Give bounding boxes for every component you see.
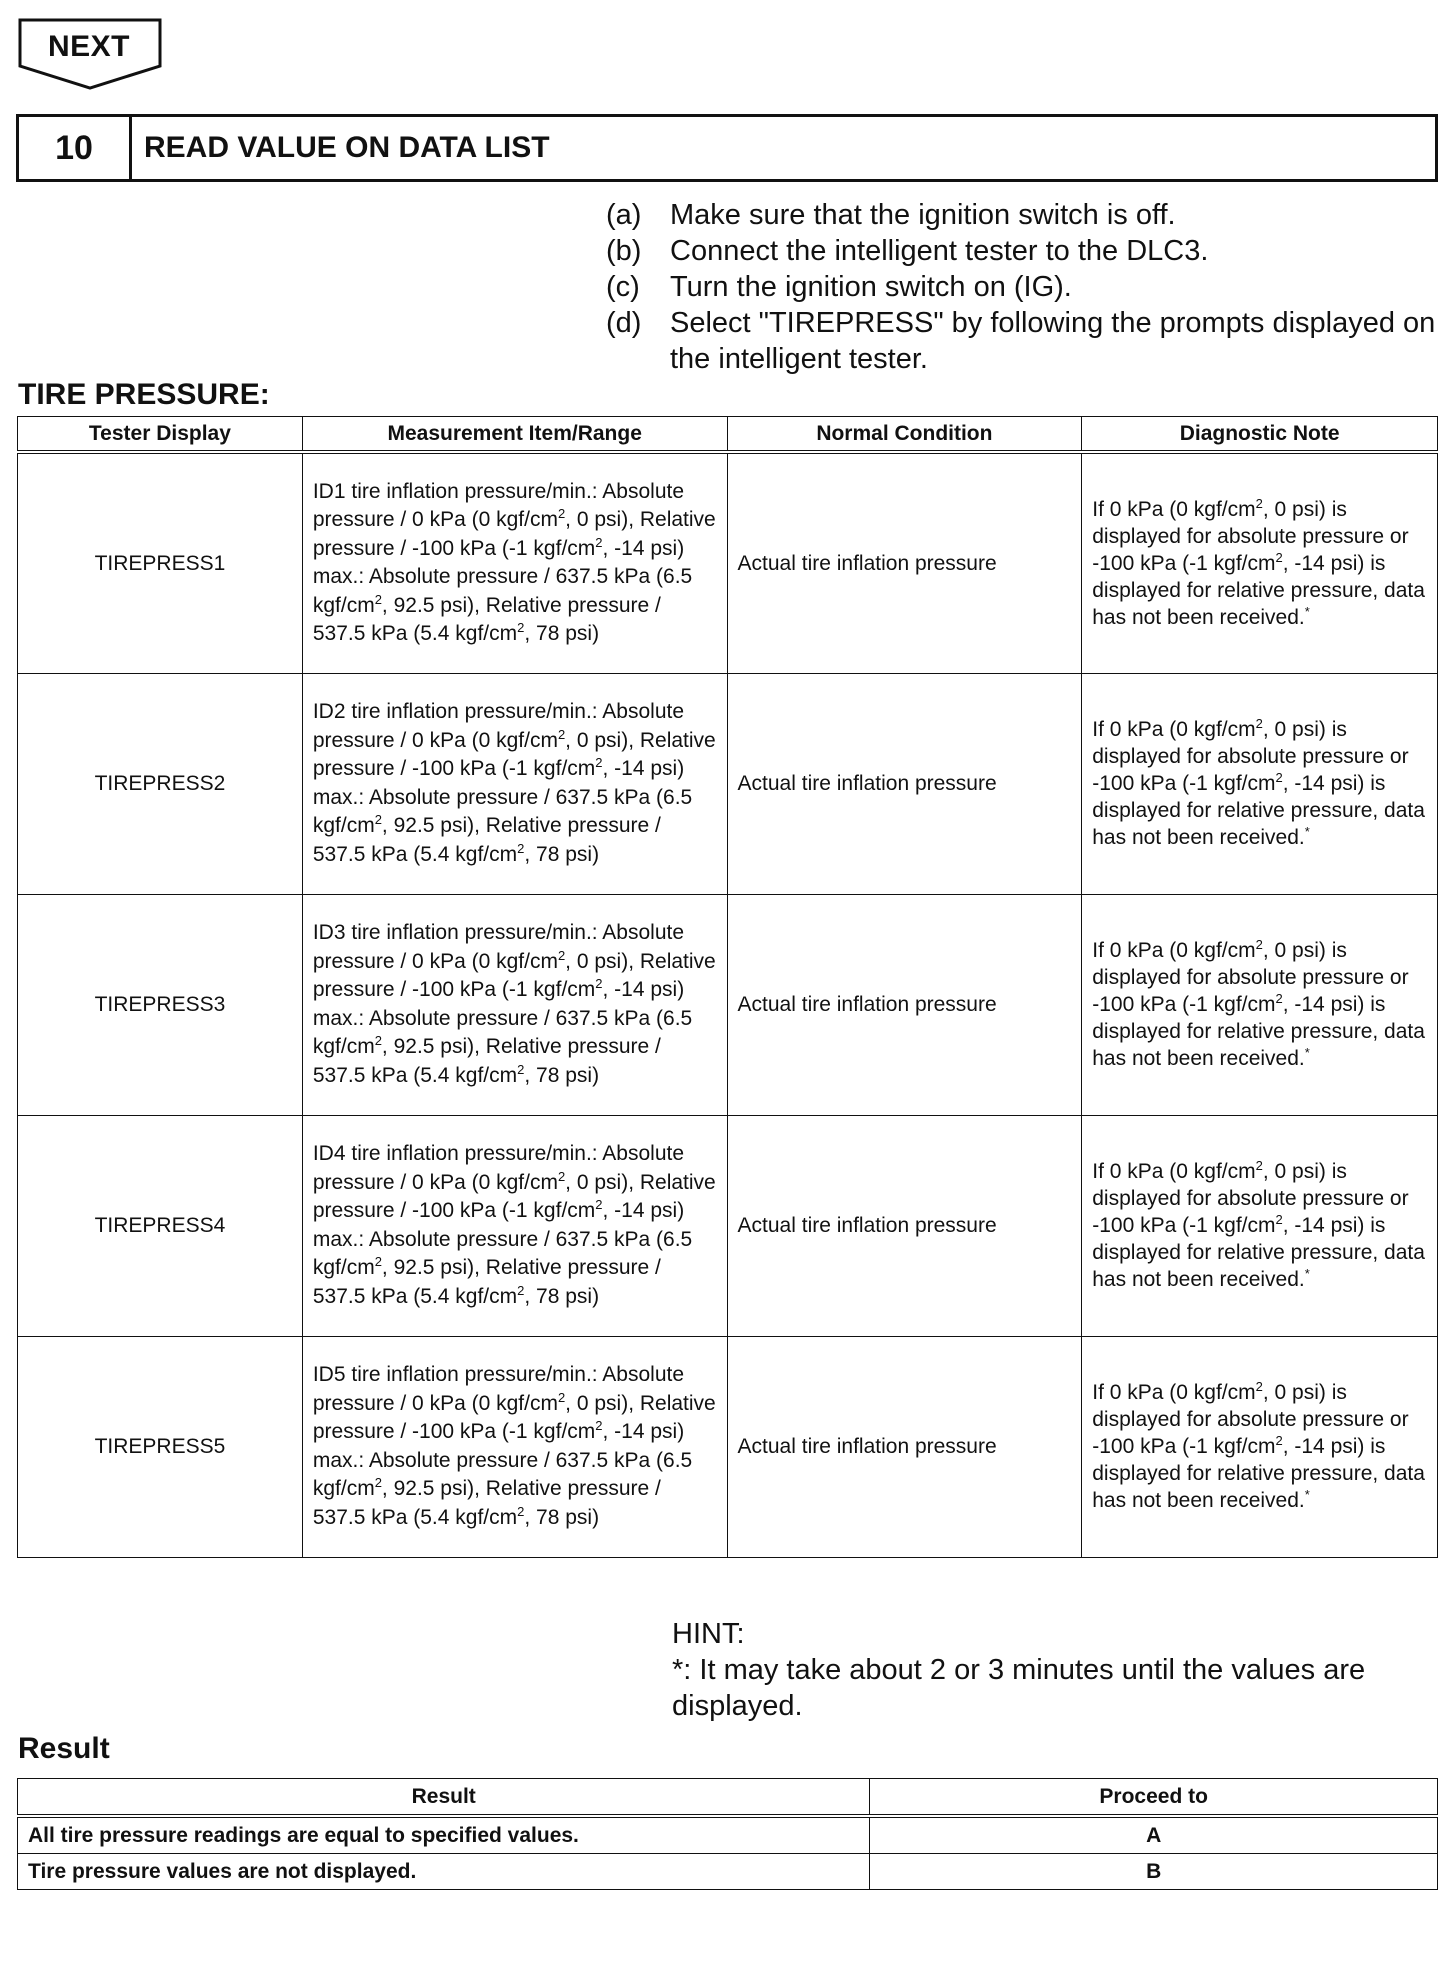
tester-display-cell: TIREPRESS2 [18,673,303,894]
measurement-range-cell: ID4 tire inflation pressure/min.: Absolute pressure / 0 kPa (0 kgf/$cm^2$, 0 psi), Relative pressure / -100 kPa (-1 kgf/$cm^2$, -14 psi) max.: Absolute pressure / 637.5 kPa (6.5 kgf/$cm^2$, 92.5 psi), Relative pressure / 537.5 kPa (5.4 kgf/$cm^2$, 78 psi) [302,1115,727,1336]
procedure-step-letter: (c) [606,271,640,303]
procedure-step-text: Connect the intelligent tester to the DLC3. [670,235,1209,267]
next-label: NEXT [47,30,130,63]
proceed-cell: B [870,1854,1438,1890]
next-button[interactable] [18,18,164,92]
column-header: Proceed to [870,1779,1438,1817]
proceed-cell: A [870,1816,1438,1854]
result-table [17,1778,1438,1890]
result-cell: Tire pressure values are not displayed. [18,1854,870,1890]
step-number: 10 [19,117,132,179]
column-header: Normal Condition [727,417,1082,453]
normal-condition-cell: Actual tire inflation pressure [727,1336,1082,1557]
normal-condition-cell: Actual tire inflation pressure [727,894,1082,1115]
result-cell: All tire pressure readings are equal to specified values. [18,1816,870,1854]
table-row [18,452,1438,673]
diagnostic-note-cell: If 0 kPa (0 kgf/$cm^2$, 0 psi) is displayed for absolute pressure or -100 kPa (-1 kgf/$cm^2$, -14 psi) is displayed for relative pressure, data has not been received.* [1082,673,1438,894]
procedure-step-text: Make sure that the ignition switch is off. [670,199,1176,231]
result-heading: Result [18,1732,110,1765]
diagnostic-note-cell: If 0 kPa (0 kgf/$cm^2$, 0 psi) is displayed for absolute pressure or -100 kPa (-1 kgf/$cm^2$, -14 psi) is displayed for relative pressure, data has not been received.* [1082,1115,1438,1336]
measurement-range-cell: ID5 tire inflation pressure/min.: Absolute pressure / 0 kPa (0 kgf/$cm^2$, 0 psi), Relative pressure / -100 kPa (-1 kgf/$cm^2$, -14 psi) max.: Absolute pressure / 637.5 kPa (6.5 kgf/$cm^2$, 92.5 psi), Relative pressure / 537.5 kPa (5.4 kgf/$cm^2$, 78 psi) [302,1336,727,1557]
tire-pressure-heading: TIRE PRESSURE: [18,378,270,411]
step-header [16,114,1438,182]
procedure-step [606,197,1436,233]
column-header: Result [18,1779,870,1817]
table-header-row [18,1779,1438,1817]
tester-display-cell: TIREPRESS5 [18,1336,303,1557]
table-row [18,1115,1438,1336]
column-header: Tester Display [18,417,303,453]
table-row [18,894,1438,1115]
measurement-range-cell: ID2 tire inflation pressure/min.: Absolute pressure / 0 kPa (0 kgf/$cm^2$, 0 psi), Relative pressure / -100 kPa (-1 kgf/$cm^2$, -14 psi) max.: Absolute pressure / 637.5 kPa (6.5 kgf/$cm^2$, 92.5 psi), Relative pressure / 537.5 kPa (5.4 kgf/$cm^2$, 78 psi) [302,673,727,894]
diagnostic-note-cell: If 0 kPa (0 kgf/$cm^2$, 0 psi) is displayed for absolute pressure or -100 kPa (-1 kgf/$cm^2$, -14 psi) is displayed for relative pressure, data has not been received.* [1082,452,1438,673]
tire-pressure-table [17,416,1438,1558]
procedure-step-letter: (a) [606,199,642,231]
hint-label: HINT: [672,1618,745,1650]
normal-condition-cell: Actual tire inflation pressure [727,452,1082,673]
normal-condition-cell: Actual tire inflation pressure [727,1115,1082,1336]
step-title: READ VALUE ON DATA LIST [144,131,550,164]
procedure-step [606,269,1436,305]
procedure-step-letter: (d) [606,307,642,339]
column-header: Diagnostic Note [1082,417,1438,453]
tester-display-cell: TIREPRESS3 [18,894,303,1115]
procedure-step-text: Select "TIREPRESS" by following the prompts displayed on the intelligent tester. [670,307,1436,375]
diagnostic-note-cell: If 0 kPa (0 kgf/$cm^2$, 0 psi) is displayed for absolute pressure or -100 kPa (-1 kgf/$cm^2$, -14 psi) is displayed for relative pressure, data has not been received.* [1082,894,1438,1115]
procedure-step [606,305,1436,377]
measurement-range-cell: ID1 tire inflation pressure/min.: Absolute pressure / 0 kPa (0 kgf/$cm^2$, 0 psi), Relative pressure / -100 kPa (-1 kgf/$cm^2$, -14 psi) max.: Absolute pressure / 637.5 kPa (6.5 kgf/$cm^2$, 92.5 psi), Relative pressure / 537.5 kPa (5.4 kgf/$cm^2$, 78 psi) [302,452,727,673]
hint-block [672,1616,1432,1724]
procedure-step [606,233,1436,269]
tester-display-cell: TIREPRESS4 [18,1115,303,1336]
procedure-list [606,197,1436,377]
tester-display-cell: TIREPRESS1 [18,452,303,673]
table-row [18,1336,1438,1557]
diagnostic-note-cell: If 0 kPa (0 kgf/$cm^2$, 0 psi) is displayed for absolute pressure or -100 kPa (-1 kgf/$cm^2$, -14 psi) is displayed for relative pressure, data has not been received.* [1082,1336,1438,1557]
measurement-range-cell: ID3 tire inflation pressure/min.: Absolute pressure / 0 kPa (0 kgf/$cm^2$, 0 psi), Relative pressure / -100 kPa (-1 kgf/$cm^2$, -14 psi) max.: Absolute pressure / 637.5 kPa (6.5 kgf/$cm^2$, 92.5 psi), Relative pressure / 537.5 kPa (5.4 kgf/$cm^2$, 78 psi) [302,894,727,1115]
table-row [18,1816,1438,1854]
table-row [18,1854,1438,1890]
column-header: Measurement Item/Range [302,417,727,453]
normal-condition-cell: Actual tire inflation pressure [727,673,1082,894]
table-header-row [18,417,1438,453]
table-row [18,673,1438,894]
procedure-step-letter: (b) [606,235,642,267]
procedure-step-text: Turn the ignition switch on (IG). [670,271,1072,303]
hint-text: *: It may take about 2 or 3 minutes until the values are displayed. [672,1654,1366,1722]
